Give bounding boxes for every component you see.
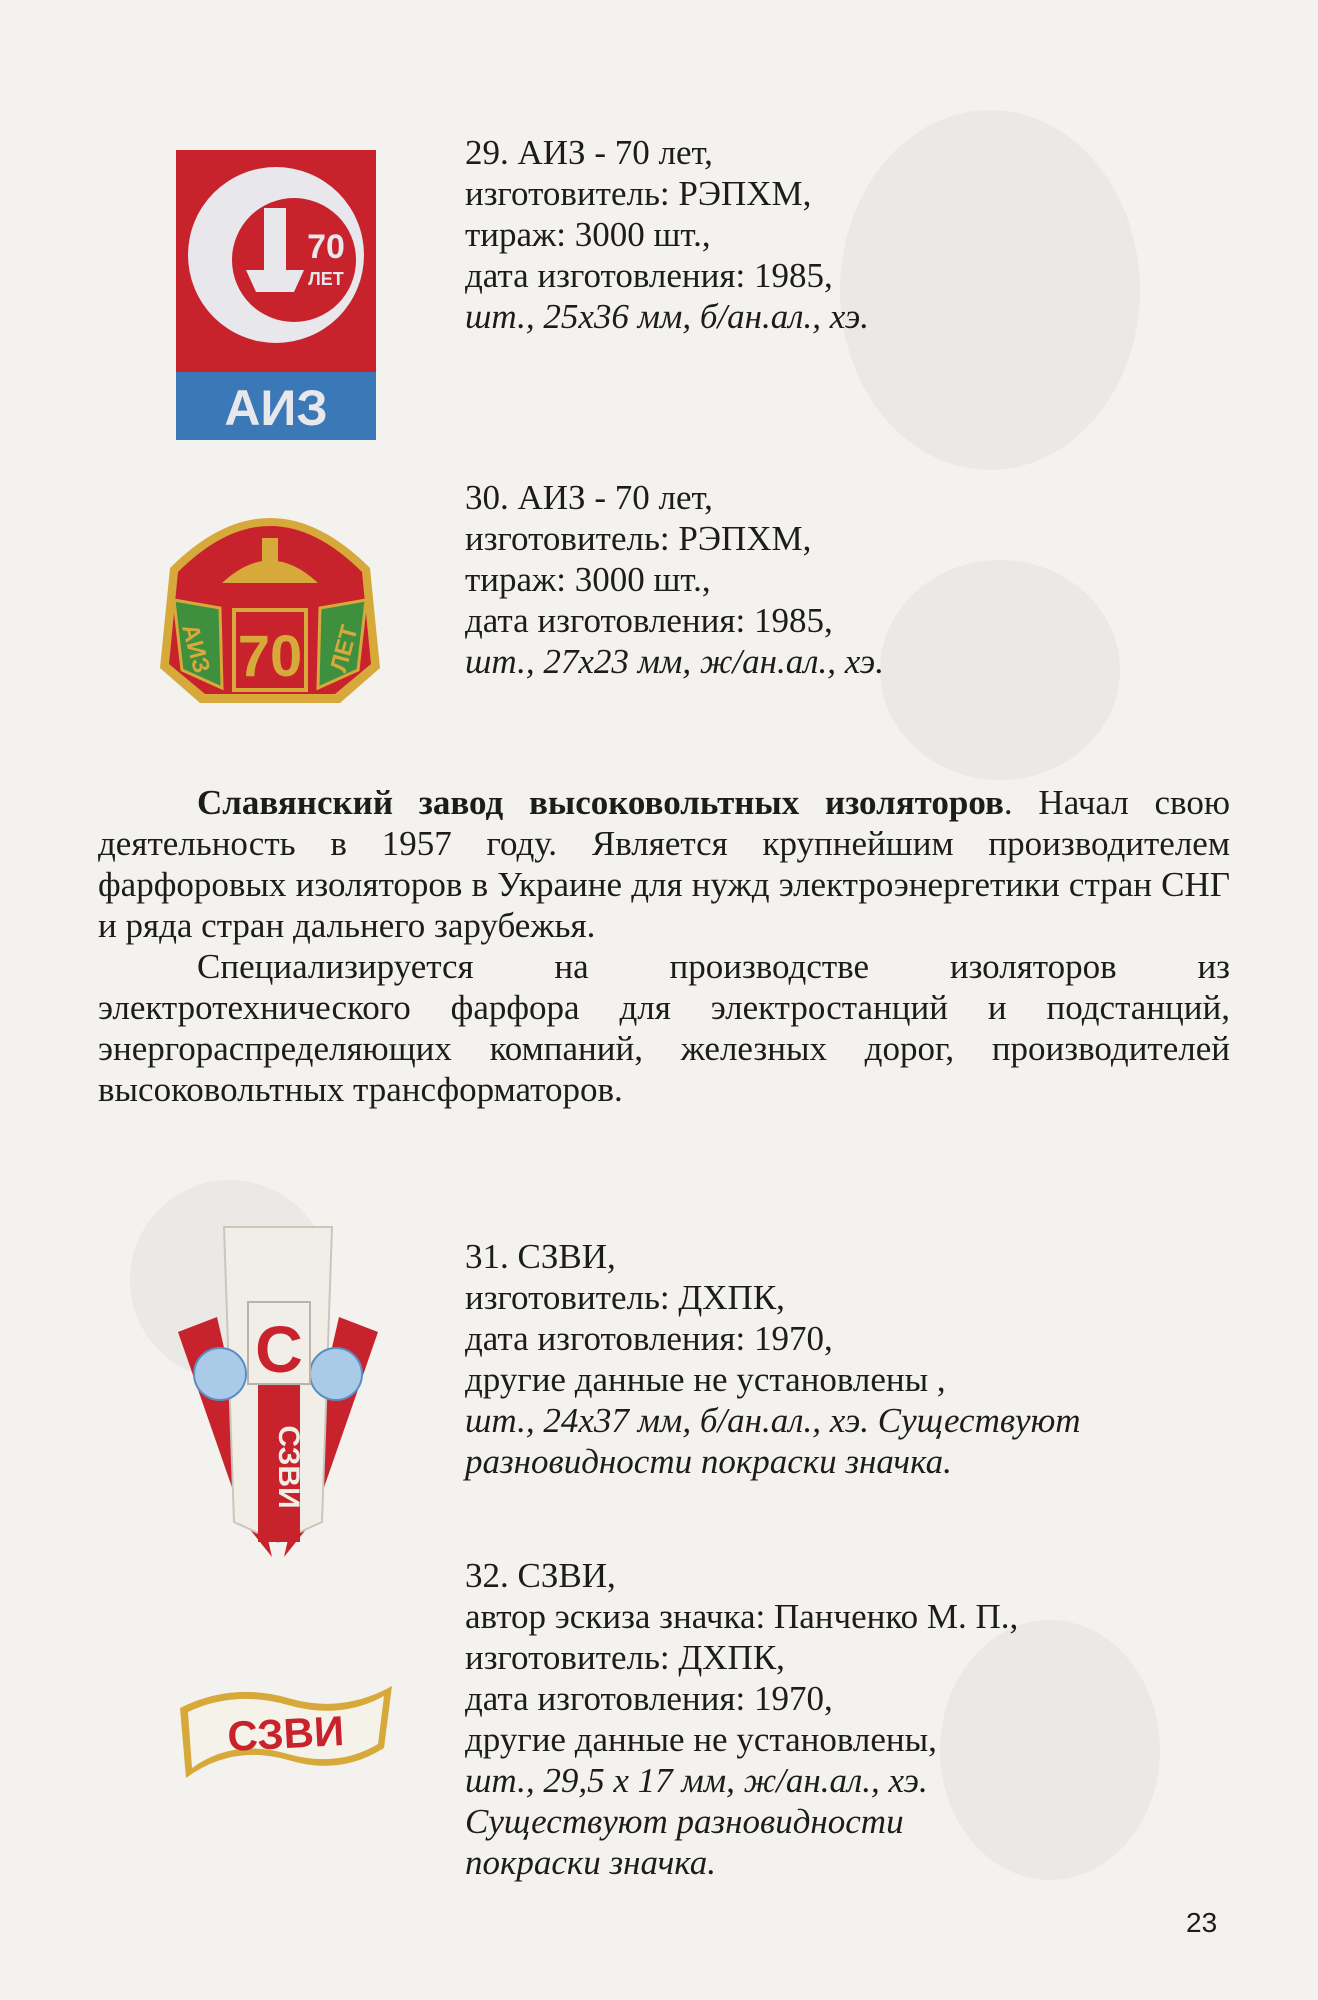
- entry-details: шт., 24х37 мм, б/ан.ал., хэ. Существуют: [465, 1401, 1081, 1440]
- company-name: Славянский завод высоковольтных изоляторов: [197, 783, 1004, 822]
- badge-szvi-ribbon: [172, 1678, 400, 1794]
- entry-line: дата изготовления: 1970,: [465, 1679, 833, 1718]
- entry-line: дата изготовления: 1985,: [465, 601, 833, 640]
- entry-line: автор эскиза значка: Панченко М. П.,: [465, 1597, 1019, 1636]
- description-paragraph-2: Специализируется на производстве изоляторов из электротехнического фарфора для электростанций и подстанций, энергораспределяющих компаний, железных дорог, производителей высоковольтных трансформаторов.: [98, 947, 1230, 1109]
- entry-line: 31. СЗВИ,: [465, 1237, 616, 1276]
- badge-aiz-70-shield: [152, 498, 388, 708]
- entry-details: шт., 29,5 х 17 мм, ж/ан.ал., хэ.: [465, 1761, 928, 1800]
- entry-details: покраски значка.: [465, 1843, 717, 1882]
- entry-details: шт., 25х36 мм, б/ан.ал., хэ.: [465, 297, 870, 336]
- entry-line: 29. АИЗ - 70 лет,: [465, 133, 713, 172]
- badge-szvi-pennant: [172, 1222, 384, 1562]
- badge-aiz-70-square: [176, 150, 376, 440]
- entry-line: 30. АИЗ - 70 лет,: [465, 478, 713, 517]
- description-paragraph-1: [98, 782, 1230, 946]
- badge-30-left-text: АИЗ: [176, 621, 216, 677]
- entry-line: дата изготовления: 1985,: [465, 256, 833, 295]
- description-text-1: . Начал свою деятельность в 1957 году. Является крупнейшим производителем фарфоровых изоляторов в Украине для нужд электроэнергетики стран СНГ и ряда стран дальнего зарубежья.: [98, 783, 1230, 945]
- badge-30-center-text: 70: [237, 624, 303, 689]
- entry-details: разновидности покраски значка.: [465, 1442, 952, 1481]
- company-description: [98, 782, 1230, 1110]
- badge-29-number: 70: [307, 228, 345, 266]
- bleed-through-shape: [880, 560, 1120, 780]
- badge-29-small-text: ЛЕТ: [308, 269, 344, 289]
- entry-line: тираж: 3000 шт.,: [465, 215, 711, 254]
- entry-details: шт., 27х23 мм, ж/ан.ал., хэ.: [465, 642, 884, 681]
- bleed-through-shape: [840, 110, 1140, 470]
- catalog-entry-31: [465, 1236, 1081, 1482]
- page-number: 23: [1186, 1907, 1218, 1938]
- entry-line: тираж: 3000 шт.,: [465, 560, 711, 599]
- entry-line: изготовитель: РЭПХМ,: [465, 174, 812, 213]
- entry-line: другие данные не установлены ,: [465, 1360, 946, 1399]
- entry-line: дата изготовления: 1970,: [465, 1319, 833, 1358]
- entry-details: Существуют разновидности: [465, 1802, 904, 1841]
- badge-30-right-text: ЛЕТ: [325, 622, 364, 676]
- catalog-entry-29: [465, 132, 869, 337]
- badge-32-text: СЗВИ: [226, 1706, 346, 1761]
- entry-line: другие данные не установлены,: [465, 1720, 937, 1759]
- badge-31-vertical-text: СЗВИ: [272, 1425, 305, 1509]
- catalog-entry-32: [465, 1555, 1018, 1883]
- catalog-entry-30: [465, 477, 884, 682]
- badge-31-letter: С: [255, 1312, 303, 1386]
- entry-line: изготовитель: ДХПК,: [465, 1638, 785, 1677]
- badge-29-bottom-text: АИЗ: [224, 380, 328, 436]
- entry-line: изготовитель: РЭПХМ,: [465, 519, 812, 558]
- entry-line: 32. СЗВИ,: [465, 1556, 616, 1595]
- entry-line: изготовитель: ДХПК,: [465, 1278, 785, 1317]
